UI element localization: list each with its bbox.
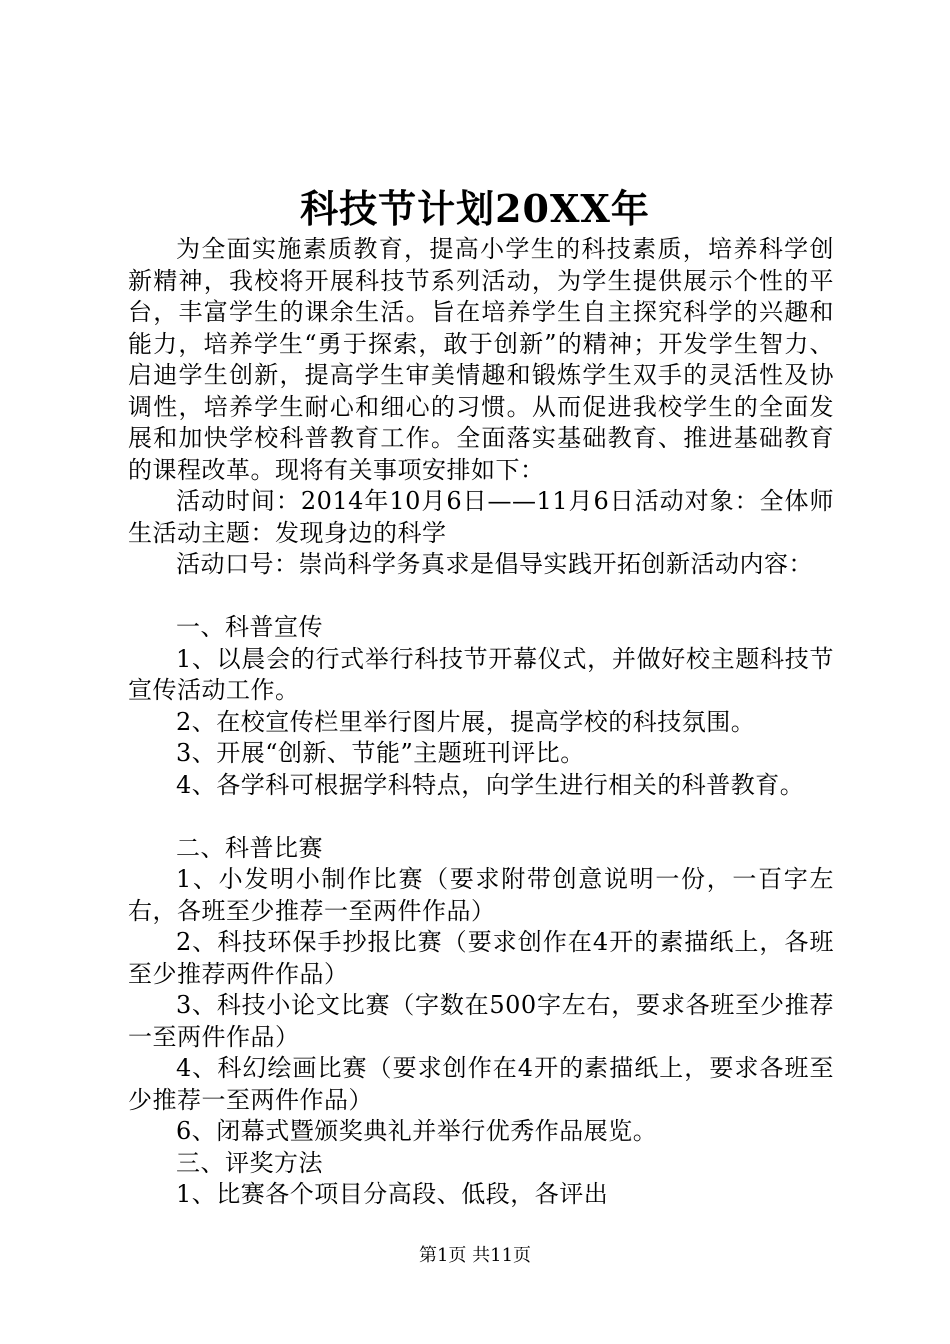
list-item: 2、科技环保手抄报比赛（要求创作在4开的素描纸上，各班至少推荐两件作品） bbox=[128, 928, 834, 988]
paragraph-activity-time: 活动时间：2014年10月6日——11月6日活动对象：全体师生活动主题：发现身边的科学 bbox=[128, 487, 834, 547]
blank-line bbox=[128, 581, 834, 613]
paragraph-activity-slogan: 活动口号：崇尚科学务真求是倡导实践开拓创新活动内容： bbox=[176, 550, 813, 578]
list-item: 1、小发明小制作比赛（要求附带创意说明一份，一百字左右，各班至少推荐一至两件作品） bbox=[128, 865, 834, 925]
list-item: 3、科技小论文比赛（字数在500字左右，要求各班至少推荐一至两件作品） bbox=[128, 991, 834, 1051]
list-item: 3、开展“创新、节能”主题班刊评比。 bbox=[176, 739, 585, 767]
section-heading-2: 二、科普比赛 bbox=[176, 833, 323, 862]
section-heading-1: 一、科普宣传 bbox=[176, 613, 323, 641]
document-body bbox=[128, 234, 834, 1211]
section-heading-3: 三、评奖方法 bbox=[176, 1148, 323, 1177]
paragraph-intro: 为全面实施素质教育，提高小学生的科技素质，培养科学创新精神，我校将开展科技节系列活动，为学生提供展示个性的平台，丰富学生的课余生活。旨在培养学生自主探究科学的兴趣和能力，培养学生“勇于探索，敢于创新”的精神；开发学生智力、启迪学生创新，提高学生审美情趣和锻炼学生双手的灵活性及协调性，培养学生耐心和细心的习惯。从而促进我校学生的全面发展和加快学校科普教育工作。全面落实基础教育、推进基础教育的课程改革。现将有关事项安排如下： bbox=[128, 235, 834, 484]
document-title: 科技节计划20XX年 bbox=[300, 186, 650, 231]
page-footer: 第1页 共11页 bbox=[418, 1245, 532, 1266]
list-item: 4、各学科可根据学科特点，向学生进行相关的科普教育。 bbox=[176, 770, 805, 799]
list-item: 1、以晨会的行式举行科技节开幕仪式，并做好校主题科技节宣传活动工作。 bbox=[128, 644, 834, 704]
list-item: 6、闭幕式暨颁奖典礼并举行优秀作品展览。 bbox=[176, 1117, 658, 1145]
list-item: 4、科幻绘画比赛（要求创作在4开的素描纸上，要求各班至少推荐一至两件作品） bbox=[128, 1054, 834, 1114]
blank-line bbox=[128, 801, 834, 833]
list-item: 2、在校宣传栏里举行图片展，提高学校的科技氛围。 bbox=[176, 707, 756, 736]
list-item: 1、比赛各个项目分高段、低段，各评出 bbox=[176, 1180, 609, 1208]
